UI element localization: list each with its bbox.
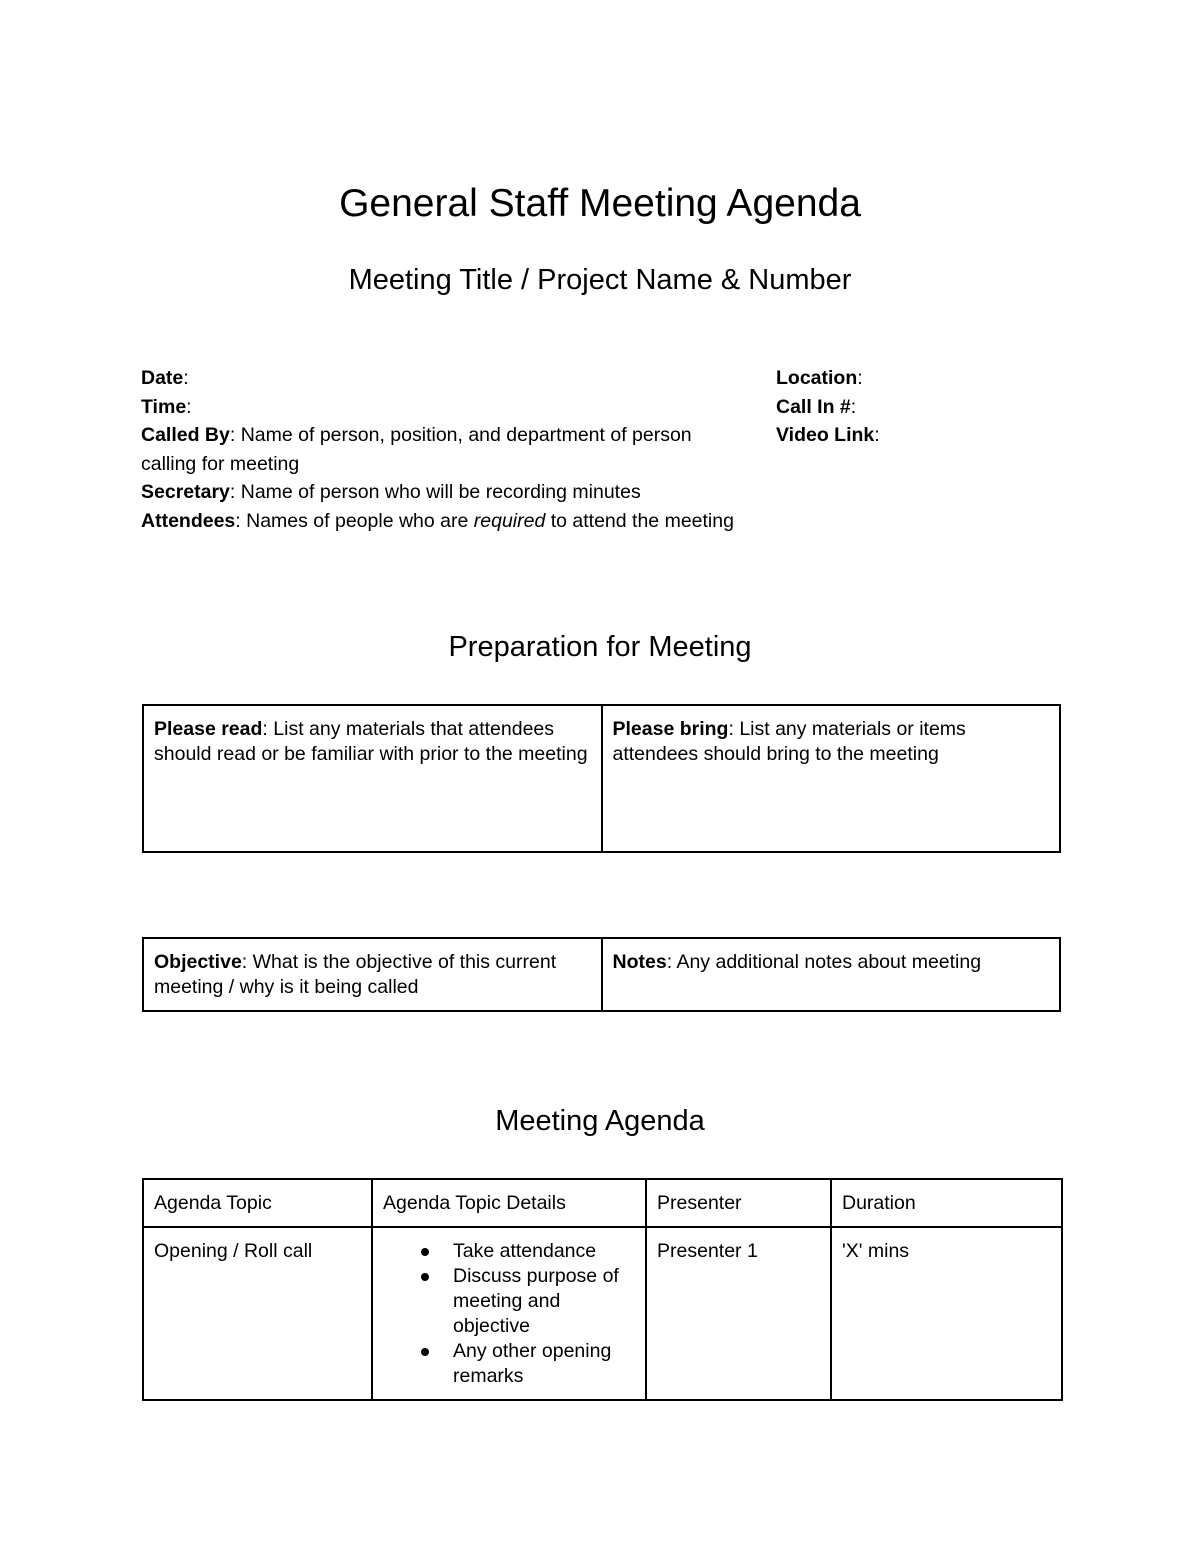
agenda-details-list bbox=[383, 1239, 635, 1389]
secretary-label: Secretary bbox=[141, 481, 230, 504]
list-item: Any other opening remarks bbox=[433, 1339, 635, 1389]
attendees-value-before: Names of people who are bbox=[246, 509, 474, 532]
please-read-text: List any materials that attendees should read or be familiar with prior to the meeting bbox=[154, 718, 588, 765]
objective-notes-table bbox=[142, 937, 1061, 1012]
notes-text: Any additional notes about meeting bbox=[676, 951, 982, 973]
please-bring-label: Please bring bbox=[612, 718, 729, 740]
agenda-topic-cell: Opening / Roll call bbox=[143, 1227, 372, 1400]
call-in-line: Call In #: bbox=[776, 395, 857, 418]
please-bring-text: List any materials or items attendees should bring to the meeting bbox=[612, 718, 966, 765]
please-bring-cell: Please bring: List any materials or items attendees should bring to the meeting bbox=[602, 705, 1061, 852]
duration-cell: 'X' mins bbox=[831, 1227, 1062, 1400]
attendees-label: Attendees bbox=[141, 509, 236, 532]
preparation-table bbox=[142, 704, 1061, 853]
attendees-value-emphasis: required bbox=[473, 509, 546, 532]
table-row bbox=[143, 1227, 1062, 1400]
column-header-agenda-topic: Agenda Topic bbox=[143, 1179, 372, 1227]
column-header-duration: Duration bbox=[831, 1179, 1062, 1227]
called-by-value: Name of person, position, and department of person calling for meeting bbox=[141, 424, 692, 475]
meeting-details-left bbox=[141, 364, 761, 536]
agenda-details-cell bbox=[372, 1227, 646, 1400]
document-title: General Staff Meeting Agenda bbox=[339, 182, 861, 225]
called-by-label: Called By bbox=[141, 424, 230, 447]
notes-cell: Notes: Any additional notes about meeting bbox=[602, 938, 1061, 1011]
agenda-heading: Meeting Agenda bbox=[495, 1105, 705, 1137]
please-read-label: Please read bbox=[154, 718, 263, 740]
notes-label: Notes bbox=[612, 951, 667, 973]
column-header-agenda-topic-details: Agenda Topic Details bbox=[372, 1179, 646, 1227]
list-item: Discuss purpose of meeting and objective bbox=[433, 1264, 635, 1339]
secretary-line: Secretary: Name of person who will be recording minutes bbox=[141, 481, 641, 504]
objective-text: What is the objective of this current meeting / why is it being called bbox=[154, 951, 557, 998]
list-item: Take attendance bbox=[433, 1239, 635, 1264]
video-link-line: Video Link: bbox=[776, 424, 880, 447]
objective-cell: Objective: What is the objective of this current meeting / why is it being called bbox=[143, 938, 602, 1011]
call-in-label: Call In # bbox=[776, 395, 851, 418]
table-row bbox=[143, 705, 1060, 852]
called-by-line: Called By: Name of person, position, and department of person calling for meeting bbox=[141, 424, 692, 475]
agenda-table bbox=[142, 1178, 1063, 1401]
time-line: Time: bbox=[141, 395, 192, 418]
attendees-line: Attendees: Names of people who are required to attend the meeting bbox=[141, 509, 734, 532]
video-link-label: Video Link bbox=[776, 424, 875, 447]
meeting-details-right bbox=[776, 364, 1076, 450]
secretary-value: Name of person who will be recording minutes bbox=[240, 481, 641, 504]
presenter-cell: Presenter 1 bbox=[646, 1227, 831, 1400]
objective-label: Objective bbox=[154, 951, 242, 973]
date-line: Date: bbox=[141, 367, 189, 389]
time-label: Time bbox=[141, 395, 187, 418]
location-label: Location bbox=[776, 367, 858, 389]
location-line: Location: bbox=[776, 367, 863, 389]
attendees-value-after: to attend the meeting bbox=[545, 509, 734, 532]
agenda-header-row bbox=[143, 1179, 1062, 1227]
table-row bbox=[143, 938, 1060, 1011]
preparation-heading: Preparation for Meeting bbox=[448, 631, 752, 663]
date-label: Date bbox=[141, 367, 184, 389]
please-read-cell: Please read: List any materials that attendees should read or be familiar with prior to the meeting bbox=[143, 705, 602, 852]
document-subtitle: Meeting Title / Project Name & Number bbox=[348, 264, 852, 296]
column-header-presenter: Presenter bbox=[646, 1179, 831, 1227]
